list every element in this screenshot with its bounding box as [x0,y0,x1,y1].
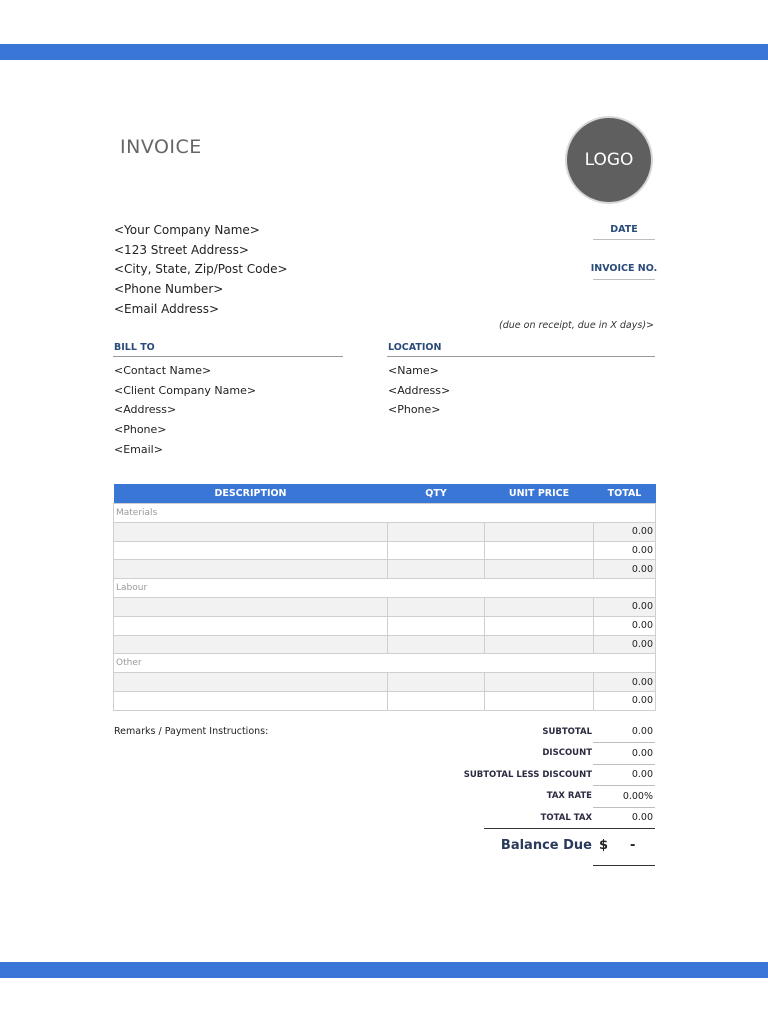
total-cell: 0.00 [594,541,656,560]
total-tax-value: 0.00 [631,812,653,823]
total-cell: 0.00 [594,597,656,616]
header-total: TOTAL [594,484,656,504]
subtotal-label: SUBTOTAL [542,727,592,737]
table-header-row [114,484,656,504]
discount-label: DISCOUNT [542,748,592,758]
top-accent-band [0,44,768,60]
section-row-other [114,654,656,673]
invoice-no-label: INVOICE NO. [590,263,658,274]
bill-to-email: <Email> [114,442,163,456]
invoice-no-field[interactable] [593,279,655,280]
unit-price-cell[interactable] [485,560,594,579]
bottom-accent-band [0,962,768,978]
description-cell[interactable] [114,560,388,579]
table-row [114,597,656,616]
tax-rate-label: TAX RATE [546,791,592,801]
unit-price-cell[interactable] [485,597,594,616]
bill-to-block [114,361,256,459]
currency-symbol: $ [599,838,609,853]
company-info [114,221,288,319]
unit-price-cell[interactable] [485,691,594,710]
discount-value[interactable]: 0.00 [631,748,653,759]
description-cell[interactable] [114,597,388,616]
company-email: <Email Address> [114,301,220,316]
header-description: DESCRIPTION [114,484,388,504]
section-label: Labour [114,579,656,598]
bill-to-divider [113,356,343,357]
logo-text: LOGO [584,150,634,170]
discount-divider [593,764,655,765]
table-row [114,673,656,692]
qty-cell[interactable] [388,691,485,710]
location-phone: <Phone> [388,403,441,417]
location-name: <Name> [388,364,439,377]
date-label: DATE [610,224,638,235]
balance-top-rule [484,828,655,829]
table-row [114,691,656,710]
remarks-label: Remarks / Payment Instructions: [114,726,269,737]
unit-price-cell[interactable] [485,541,594,560]
company-street: <123 Street Address> [114,242,249,257]
bill-to-heading: BILL TO [114,342,155,353]
total-cell: 0.00 [594,560,656,579]
description-cell[interactable] [114,522,388,541]
location-block [388,361,450,420]
qty-cell[interactable] [388,597,485,616]
company-phone: <Phone Number> [114,282,224,297]
unit-price-cell[interactable] [485,673,594,692]
tax-rate-divider [593,807,655,808]
subtotal-less-discount-label: SUBTOTAL LESS DISCOUNT [463,770,592,780]
description-cell[interactable] [114,691,388,710]
section-label: Other [114,654,656,673]
table-row [114,635,656,654]
balance-due-label: Balance Due [500,838,592,853]
total-cell: 0.00 [594,673,656,692]
qty-cell[interactable] [388,635,485,654]
company-city: <City, State, Zip/Post Code> [114,262,288,277]
balance-bottom-rule [593,865,655,866]
subtotal-less-discount-divider [593,785,655,786]
qty-cell[interactable] [388,522,485,541]
location-divider [387,356,655,357]
qty-cell[interactable] [388,673,485,692]
table-row [114,616,656,635]
tax-rate-value[interactable]: 0.00% [622,791,653,802]
unit-price-cell[interactable] [485,635,594,654]
bill-to-company: <Client Company Name> [114,383,257,397]
subtotal-less-discount-value: 0.00 [631,769,653,780]
company-logo [565,116,653,204]
bill-to-contact: <Contact Name> [114,364,212,377]
location-address: <Address> [388,383,451,397]
subtotal-divider [593,742,655,743]
qty-cell[interactable] [388,541,485,560]
description-cell[interactable] [114,541,388,560]
company-name: <Your Company Name> [114,223,260,237]
line-items-table [113,484,656,711]
balance-due-value: - [630,838,636,853]
location-heading: LOCATION [388,342,442,353]
total-tax-label: TOTAL TAX [540,813,592,823]
header-qty: QTY [388,484,485,504]
unit-price-cell[interactable] [485,522,594,541]
total-cell: 0.00 [594,522,656,541]
header-unit-price: UNIT PRICE [485,484,594,504]
description-cell[interactable] [114,616,388,635]
bill-to-address: <Address> [114,403,177,417]
table-row [114,522,656,541]
section-row-labour [114,579,656,598]
total-cell: 0.00 [594,635,656,654]
section-row-materials [114,504,656,523]
date-field[interactable] [593,239,655,240]
table-row [114,541,656,560]
table-row [114,560,656,579]
qty-cell[interactable] [388,616,485,635]
unit-price-cell[interactable] [485,616,594,635]
subtotal-value: 0.00 [631,726,653,737]
invoice-title: INVOICE [120,136,202,158]
section-label: Materials [114,504,656,523]
description-cell[interactable] [114,673,388,692]
total-cell: 0.00 [594,616,656,635]
bill-to-phone: <Phone> [114,423,167,437]
description-cell[interactable] [114,635,388,654]
qty-cell[interactable] [388,560,485,579]
due-note: (due on receipt, due in X days)> [499,320,654,331]
total-cell: 0.00 [594,691,656,710]
